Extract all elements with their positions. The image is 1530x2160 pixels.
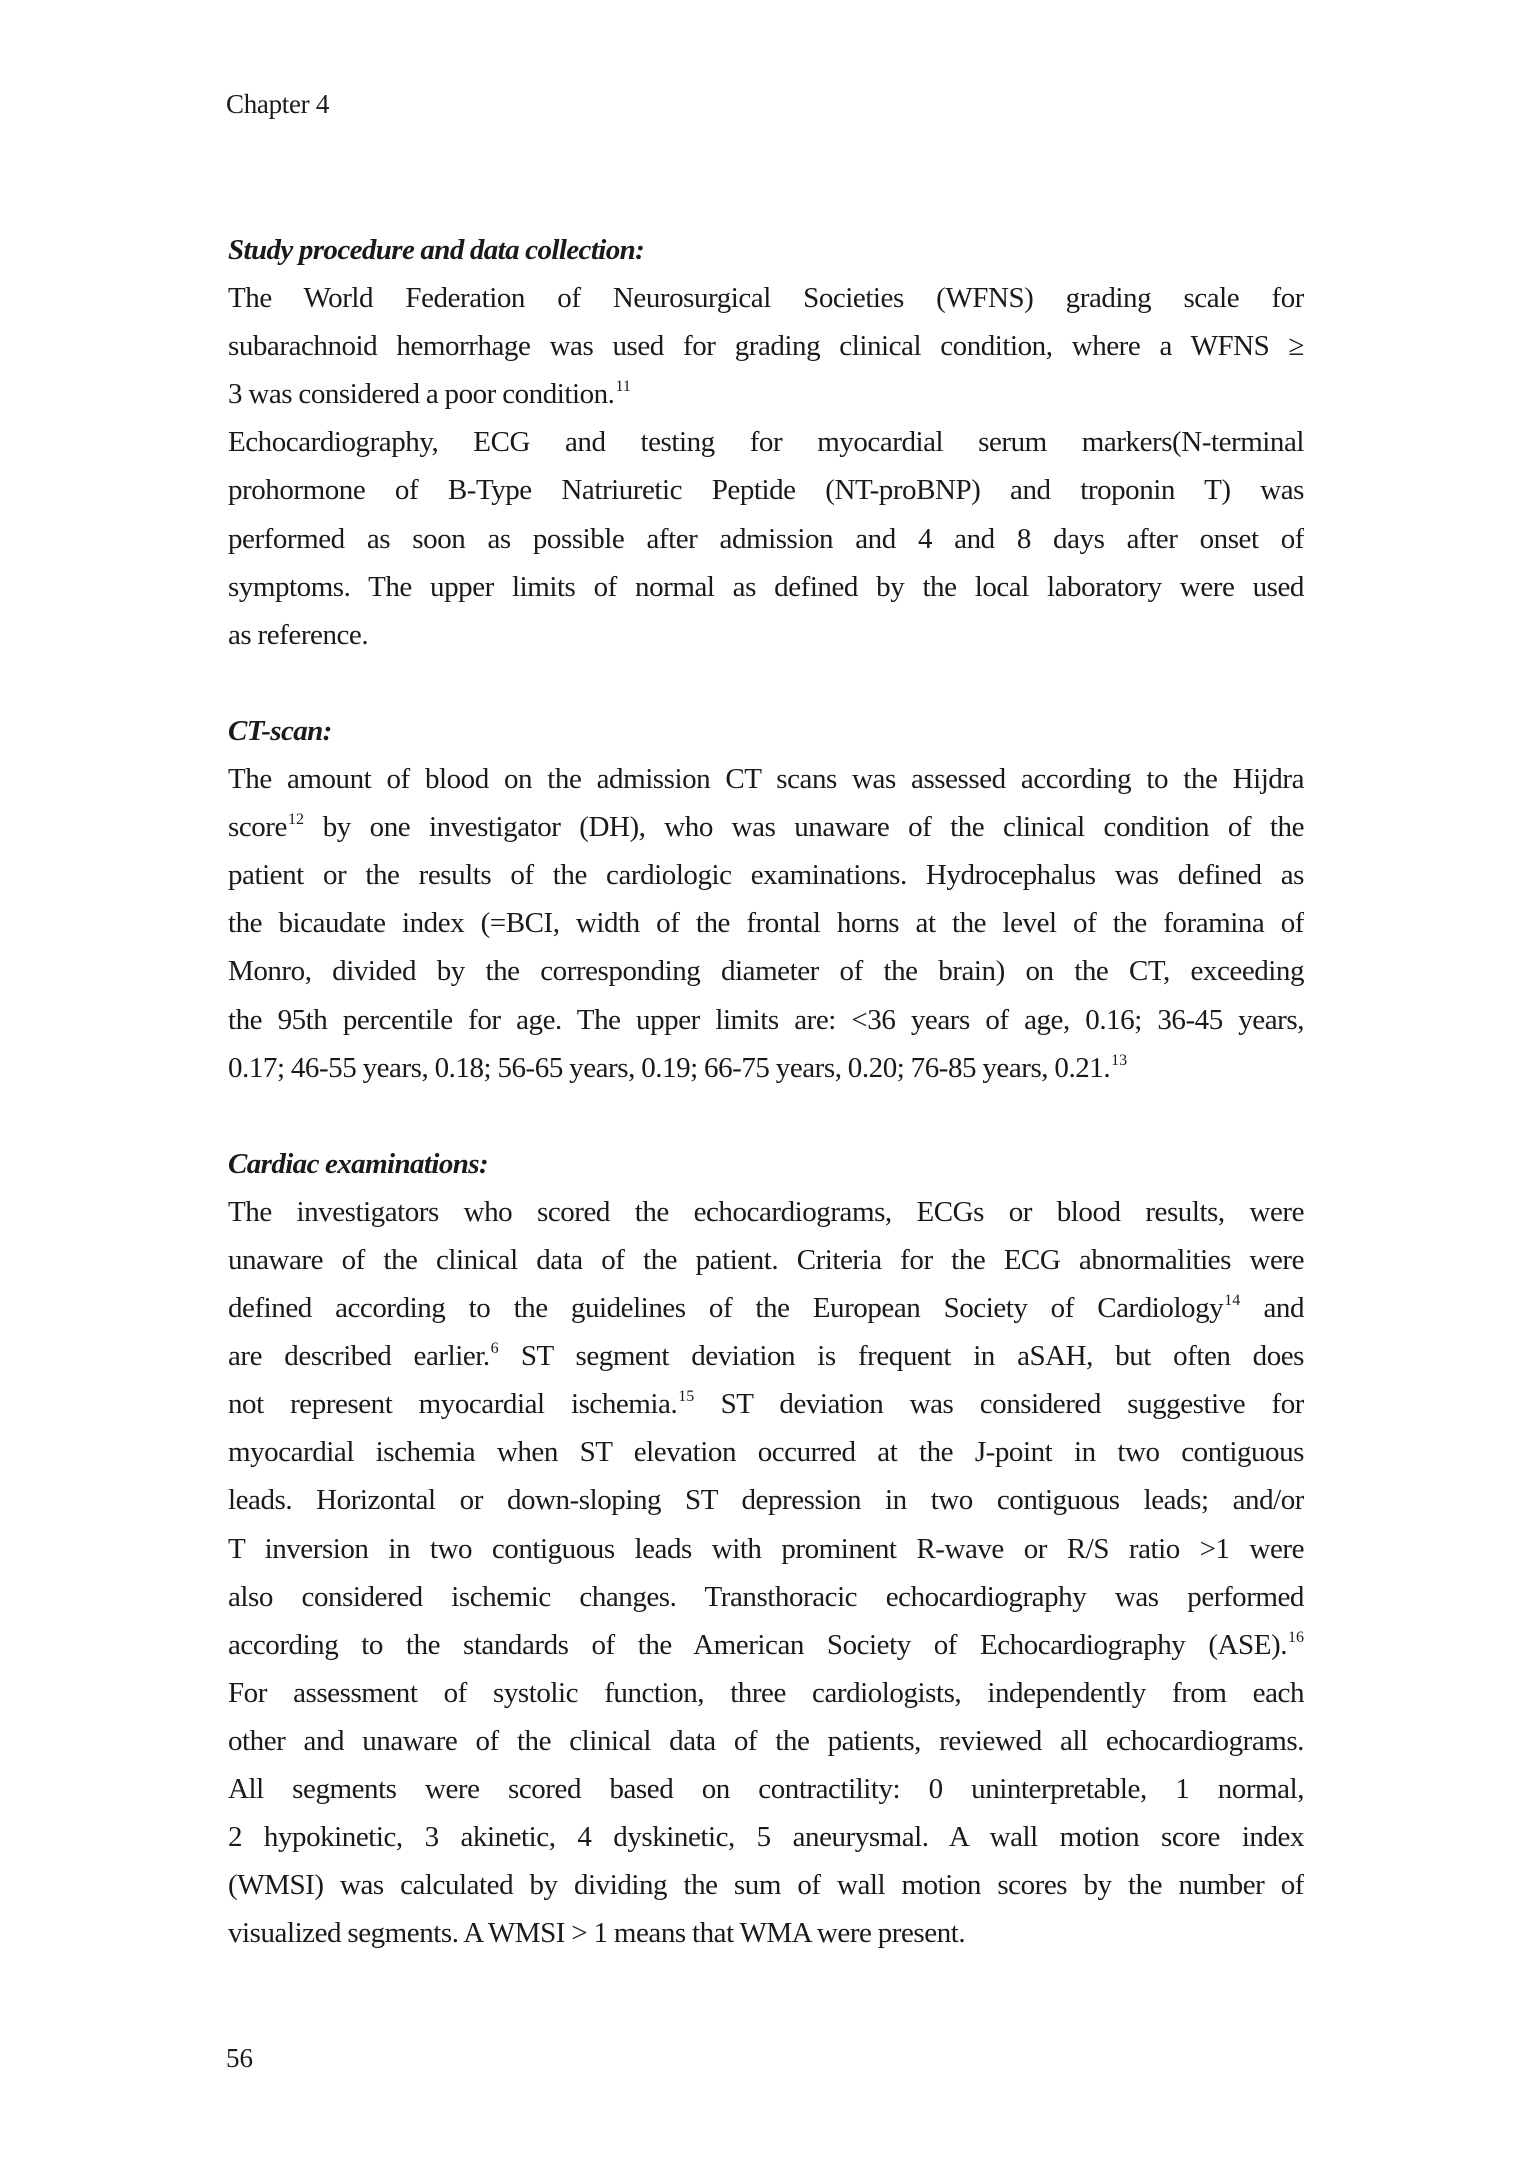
body-text xyxy=(228,226,1304,1957)
section-heading-study-procedure: Study procedure and data collection: xyxy=(228,234,645,266)
text-line: myocardial ischemia when ST elevation occurred at the J-point in two contiguous xyxy=(228,1436,1304,1469)
paragraph-wfns xyxy=(228,274,1304,418)
text-line: For assessment of systolic function, three cardiologists, independently from each xyxy=(228,1676,1304,1709)
section-heading-cardiac-examinations: Cardiac examinations: xyxy=(228,1147,489,1180)
citation-superscript: 12 xyxy=(287,811,304,829)
text-line: T inversion in two contiguous leads with prominent R-wave or R/S ratio >1 were xyxy=(228,1532,1304,1565)
section-heading-ct-scan: CT-scan: xyxy=(228,714,332,747)
text-line: not represent myocardial ischemia.$^{15}$ ST deviation was considered suggestive for xyxy=(228,1388,1304,1421)
citation-superscript: 13 xyxy=(1111,1051,1128,1069)
citation-superscript: 15 xyxy=(678,1388,695,1406)
text-line: Echocardiography, ECG and testing for myocardial serum markers(N-terminal xyxy=(228,426,1304,459)
running-head-chapter: Chapter 4 xyxy=(226,89,330,119)
text-line: the 95th percentile for age. The upper limits are: <36 years of age, 0.16; 36-45 years, xyxy=(228,1003,1304,1036)
text-line: unaware of the clinical data of the patient. Criteria for the ECG abnormalities were xyxy=(228,1243,1304,1276)
paragraph-ct-scan xyxy=(228,755,1304,1092)
text-line: are described earlier.$^6$ ST segment deviation is frequent in aSAH, but often does xyxy=(228,1340,1304,1373)
text-line: (WMSI) was calculated by dividing the sum of wall motion scores by the number of xyxy=(228,1869,1304,1902)
text-line: 0.17; 46-55 years, 0.18; 56-65 years, 0.19; 66-75 years, 0.20; 76-85 years, 0.21.13 xyxy=(228,1051,1128,1084)
text-line: visualized segments. A WMSI > 1 means that WMA were present. xyxy=(228,1917,966,1950)
text-line: subarachnoid hemorrhage was used for grading clinical condition, where a WFNS ≥ xyxy=(228,330,1304,363)
text-line: The amount of blood on the admission CT scans was assessed according to the Hijdra xyxy=(228,763,1304,796)
citation-superscript: 6 xyxy=(490,1340,499,1358)
text-line: also considered ischemic changes. Transthoracic echocardiography was performed xyxy=(228,1580,1304,1613)
citation-superscript: 14 xyxy=(1224,1292,1241,1310)
text-line: patient or the results of the cardiologic examinations. Hydrocephalus was defined as xyxy=(228,859,1304,892)
text-line: The World Federation of Neurosurgical Societies (WFNS) grading scale for xyxy=(228,282,1304,315)
text-line: Monro, divided by the corresponding diameter of the brain) on the CT, exceeding xyxy=(228,955,1304,988)
text-line: according to the standards of the American Society of Echocardiography (ASE).$^{16}$ xyxy=(228,1628,1304,1661)
paragraph-echocardiography xyxy=(228,418,1304,658)
text-line: other and unaware of the clinical data of the patients, reviewed all echocardiograms. xyxy=(228,1724,1304,1757)
text-line: the bicaudate index (=BCI, width of the frontal horns at the level of the foramina of xyxy=(228,907,1304,940)
text-line: 2 hypokinetic, 3 akinetic, 4 dyskinetic, 5 aneurysmal. A wall motion score index xyxy=(228,1821,1304,1854)
text-line: 3 was considered a poor condition.$^{11}$ xyxy=(228,378,631,411)
section-spacer xyxy=(228,1092,1304,1140)
page-number: 56 xyxy=(226,2043,253,2073)
citation-superscript: 16 xyxy=(1288,1628,1304,1646)
section-spacer xyxy=(228,659,1304,707)
paragraph-cardiac-examinations xyxy=(228,1188,1304,1958)
text-line: The investigators who scored the echocardiograms, ECGs or blood results, were xyxy=(228,1195,1304,1228)
text-line: All segments were scored based on contractility: 0 uninterpretable, 1 normal, xyxy=(228,1773,1304,1805)
text-line: performed as soon as possible after admission and 4 and 8 days after onset of xyxy=(228,522,1304,555)
text-line: symptoms. The upper limits of normal as defined by the local laboratory were used xyxy=(228,570,1304,603)
text-line: score$^{12}$ by one investigator (DH), who was unaware of the clinical condition of the xyxy=(228,811,1304,844)
text-line: defined according to the guidelines of the European Society of Cardiology$^{14}$ and xyxy=(228,1292,1304,1325)
text-line: as reference. xyxy=(228,618,369,651)
text-line: prohormone of B-Type Natriuretic Peptide (NT-proBNP) and troponin T) was xyxy=(228,474,1304,507)
citation-superscript: 11 xyxy=(615,378,631,396)
text-line: leads. Horizontal or down-sloping ST depression in two contiguous leads; and/or xyxy=(228,1484,1304,1517)
